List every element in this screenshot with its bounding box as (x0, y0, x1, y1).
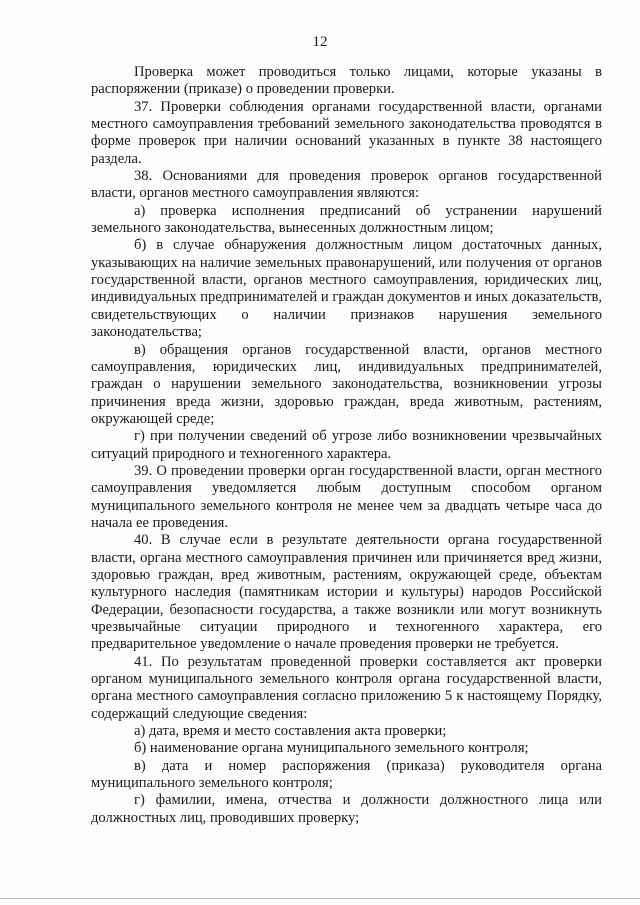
paragraph-item-38a: а) проверка исполнения предписаний об устранении нарушений земельного законодательства, вынесенных должностным лицом; (91, 202, 602, 237)
paragraph-item-41a: а) дата, время и место составления акта проверки; (134, 723, 447, 740)
paragraph-item-40: 40. В случае если в результате деятельности органа государственной власти, органа местного самоуправления причинен или причиняется вред жизни, здоровью граждан, вред животным, растениям, окружающей среде, объектам культурного наследия (памятникам истории и культуры) народов Российской Федерации, безопасности государства, а также возникли или могут возникнуть чрезвычайные ситуации природного и техногенного характера, его предварительное уведомление о начале проведения проверки не требуется. (91, 532, 602, 653)
paragraph-item-41b: б) наименование органа муниципального земельного контроля; (134, 740, 529, 757)
paragraph-item-37: 37. Проверки соблюдения органами государственной власти, органами местного самоуправления требований земельного законодательства проводятся в форме проверок при наличии оснований указанных в пункте 38 настоящего раздела. (91, 98, 602, 167)
paragraph-item-41: 41. По результатам проведенной проверки составляется акт проверки органом муниципального земельного контроля органа государственной власти, органа местного самоуправления согласно приложению 5 к настоящему Порядку, содержащий следующие сведения: (91, 653, 602, 722)
document-body (91, 64, 602, 827)
paragraph-continuation: Проверка может проводиться только лицами, которые указаны в распоряжении (приказе) о проведении проверки. (91, 64, 602, 98)
paragraph-item-38v: в) обращения органов государственной власти, органов местного самоуправления, юридических лиц, индивидуальных предпринимателей, граждан о нарушении земельного законодательства, возникновении угрозы причинения вреда жизни, здоровью граждан, вреда животным, растениям, окружающей среде; (91, 341, 602, 427)
paragraph-item-38b: б) в случае обнаружения должностным лицом достаточных данных, указывающих на наличие земельных правонарушений, или получения от органов государственной власти, органов местного самоуправления, юридических лиц, индивидуальных предпринимателей и граждан документов и иных доказательств, свидетельствующих о наличии признаков нарушения земельного законодательства; (91, 237, 602, 341)
paragraph-item-38g: г) при получении сведений об угрозе либо возникновении чрезвычайных ситуаций природного и техногенного характера. (91, 428, 602, 462)
page-number: 12 (312, 34, 328, 50)
paragraph-item-38: 38. Основаниями для проведения проверок органов государственной власти, органов местного самоуправления являются: (91, 168, 602, 202)
paragraph-item-41g: г) фамилии, имена, отчества и должности должностного лица или должностных лиц, проводивших проверку; (91, 792, 602, 826)
paragraph-item-41v: в) дата и номер распоряжения (приказа) руководителя органа муниципального земельного контроля; (91, 757, 602, 792)
scan-bottom-edge (0, 898, 640, 899)
paragraph-item-39: 39. О проведении проверки орган государственной власти, орган местного самоуправления уведомляется любым доступным способом органом муниципального земельного контроля не менее чем за двадцать четыре часа до начала ее проведения. (91, 462, 602, 531)
